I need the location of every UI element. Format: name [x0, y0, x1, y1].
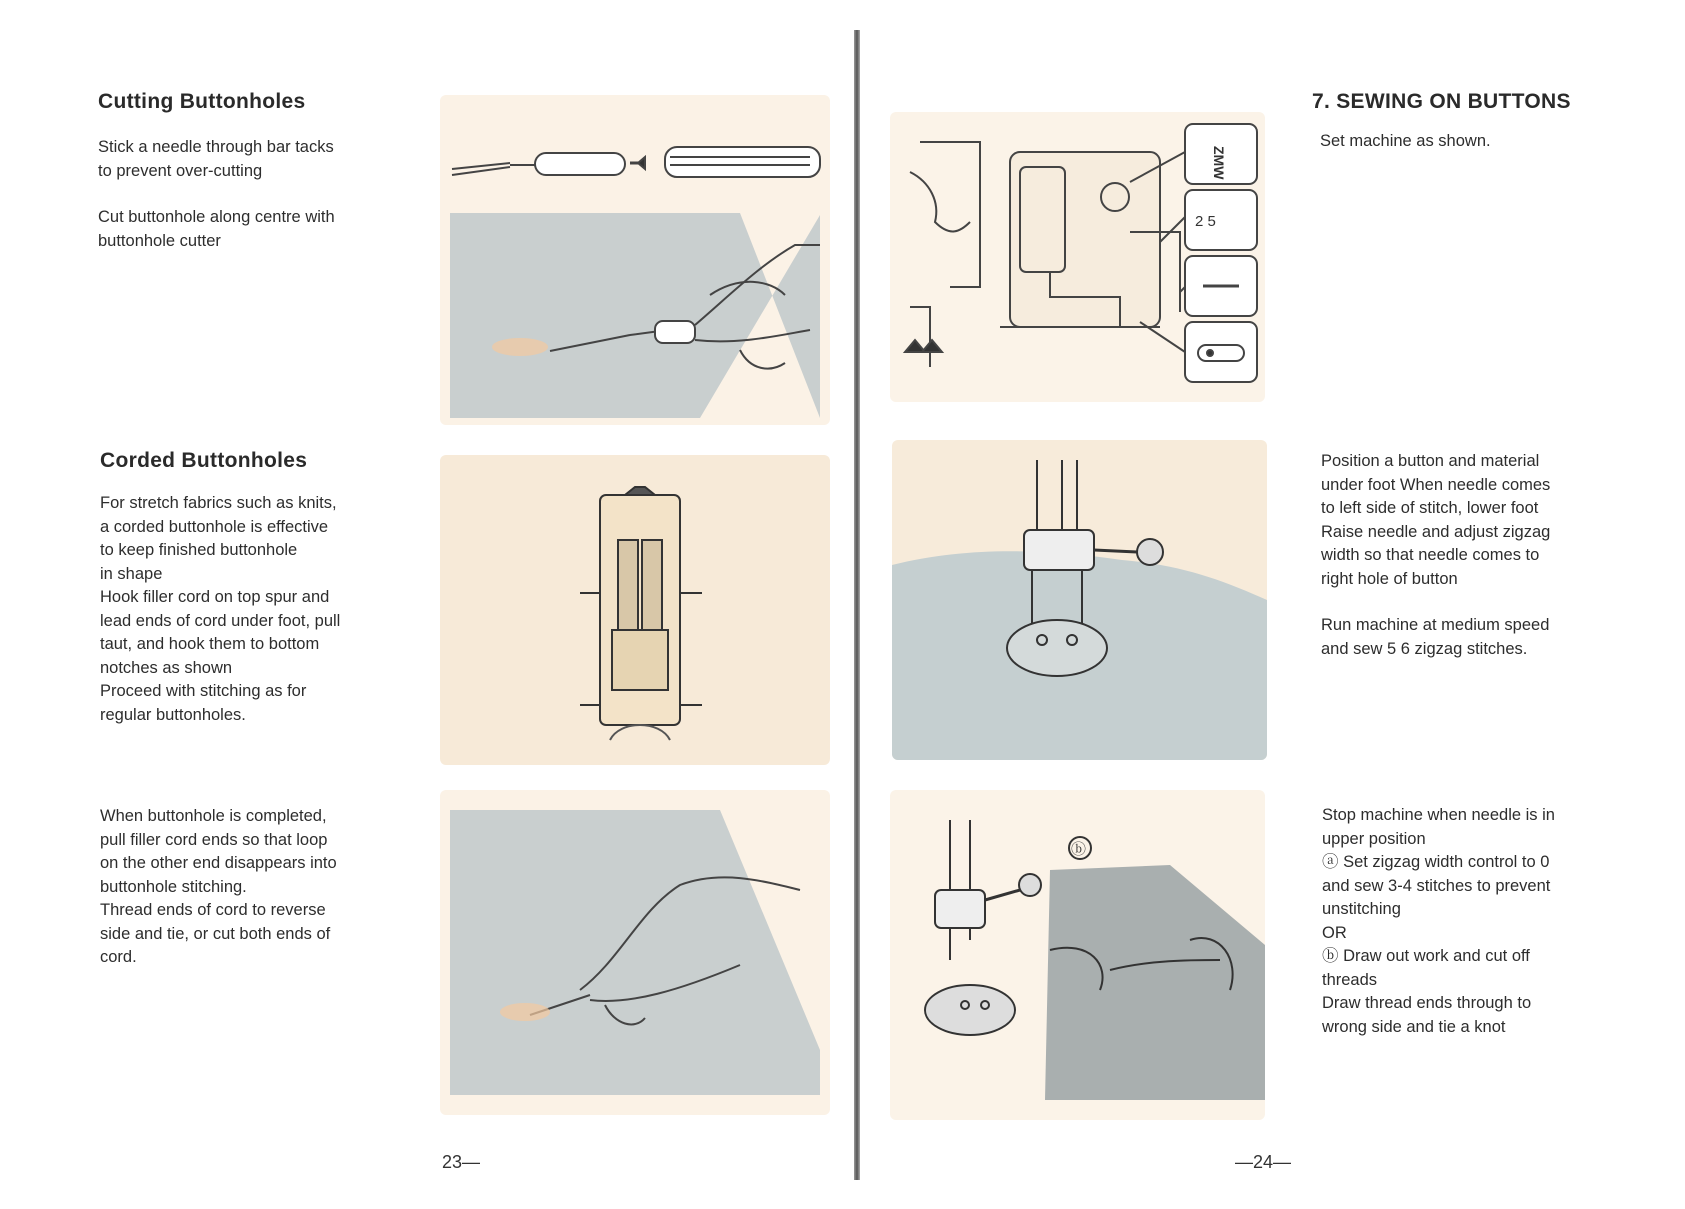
corded-para-2 [100, 805, 387, 970]
stitch-pattern-label: ZMW [1211, 146, 1227, 180]
position-button-para [1321, 450, 1606, 591]
run-machine-para [1321, 614, 1606, 661]
text-line: OR [1322, 923, 1347, 942]
text-line: Stop machine when needle is in [1322, 806, 1555, 824]
text-line: to keep finished buttonhole [100, 541, 298, 559]
text-line: regular buttonholes. [100, 705, 246, 724]
set-machine-intro: Set machine as shown. [1320, 132, 1491, 150]
text-line: side and tie, or cut both ends of [100, 924, 331, 943]
text-line: For stretch fabrics such as knits, [100, 494, 337, 512]
text-line: unstitching [1322, 900, 1401, 918]
text-line: buttonhole cutter [98, 231, 221, 250]
seam-ripper-illustration [440, 95, 830, 425]
text-line: wrong side and tie a knot [1322, 1017, 1506, 1036]
text-line: Run machine at medium speed [1321, 616, 1550, 634]
page-number-left: 23— [442, 1152, 481, 1172]
page-number-right: —24— [1235, 1152, 1292, 1172]
corded-para-1 [100, 492, 387, 727]
dial-value-label: 2 5 [1195, 213, 1216, 230]
text-line: Proceed with stitching as for [100, 682, 307, 700]
text-line: Stick a needle through bar tacks [98, 138, 334, 156]
text-line: to left side of stitch, lower foot [1321, 499, 1539, 517]
text-line: on the other end disappears into [100, 854, 337, 872]
text-line: a corded buttonhole is effective [100, 517, 329, 536]
text-line: buttonhole stitching. [100, 877, 247, 896]
text-line: cord. [100, 948, 137, 966]
text-line: Raise needle and adjust zigzag [1321, 522, 1551, 541]
corded-buttonholes-heading: Corded Buttonholes [100, 449, 308, 472]
text-line: Hook filler cord on top spur and [100, 588, 330, 606]
stop-machine-para [1322, 804, 1608, 1039]
corded-foot-illustration [440, 455, 830, 765]
text-line: Draw thread ends through to [1322, 994, 1532, 1012]
text-line: width so that needle comes to [1321, 546, 1540, 564]
cutting-para-1 [98, 136, 388, 183]
text-line: threads [1322, 970, 1378, 989]
text-line: under foot When needle comes [1321, 475, 1551, 494]
sewing-on-buttons-heading: 7. SEWING ON BUTTONS [1312, 90, 1571, 113]
cutting-buttonholes-heading: Cutting Buttonholes [98, 90, 306, 113]
text-line: notches as shown [100, 658, 233, 677]
text-line: Cut buttonhole along centre with [98, 208, 335, 226]
text-line: lead ends of cord under foot, pull [100, 611, 341, 630]
text-line: upper position [1322, 829, 1426, 848]
text-line: pull filler cord ends so that loop [100, 830, 328, 849]
text-line: and sew 3-4 stitches to prevent [1322, 876, 1551, 895]
cutting-para-2 [98, 206, 388, 253]
book-spine [854, 30, 860, 1180]
callout-b-label: ⓑ [1071, 841, 1087, 858]
text-line: and sew 5 6 zigzag stitches. [1321, 639, 1528, 658]
text-line: Thread ends of cord to reverse [100, 901, 326, 919]
text-line: ⓑ Draw out work and cut off [1322, 947, 1530, 965]
text-line: in shape [100, 564, 163, 583]
text-line: When buttonhole is completed, [100, 807, 327, 825]
position-button-illustration [892, 440, 1267, 760]
machine-settings-illustration [890, 112, 1265, 402]
text-line: to prevent over-cutting [98, 161, 263, 180]
text-line: ⓐ Set zigzag width control to 0 [1322, 853, 1550, 871]
text-line: right hole of button [1321, 569, 1458, 588]
pull-cord-illustration [440, 790, 830, 1115]
text-line: taut, and hook them to bottom [100, 635, 320, 653]
text-line: Position a button and material [1321, 452, 1540, 470]
tie-off-illustration [890, 790, 1265, 1120]
